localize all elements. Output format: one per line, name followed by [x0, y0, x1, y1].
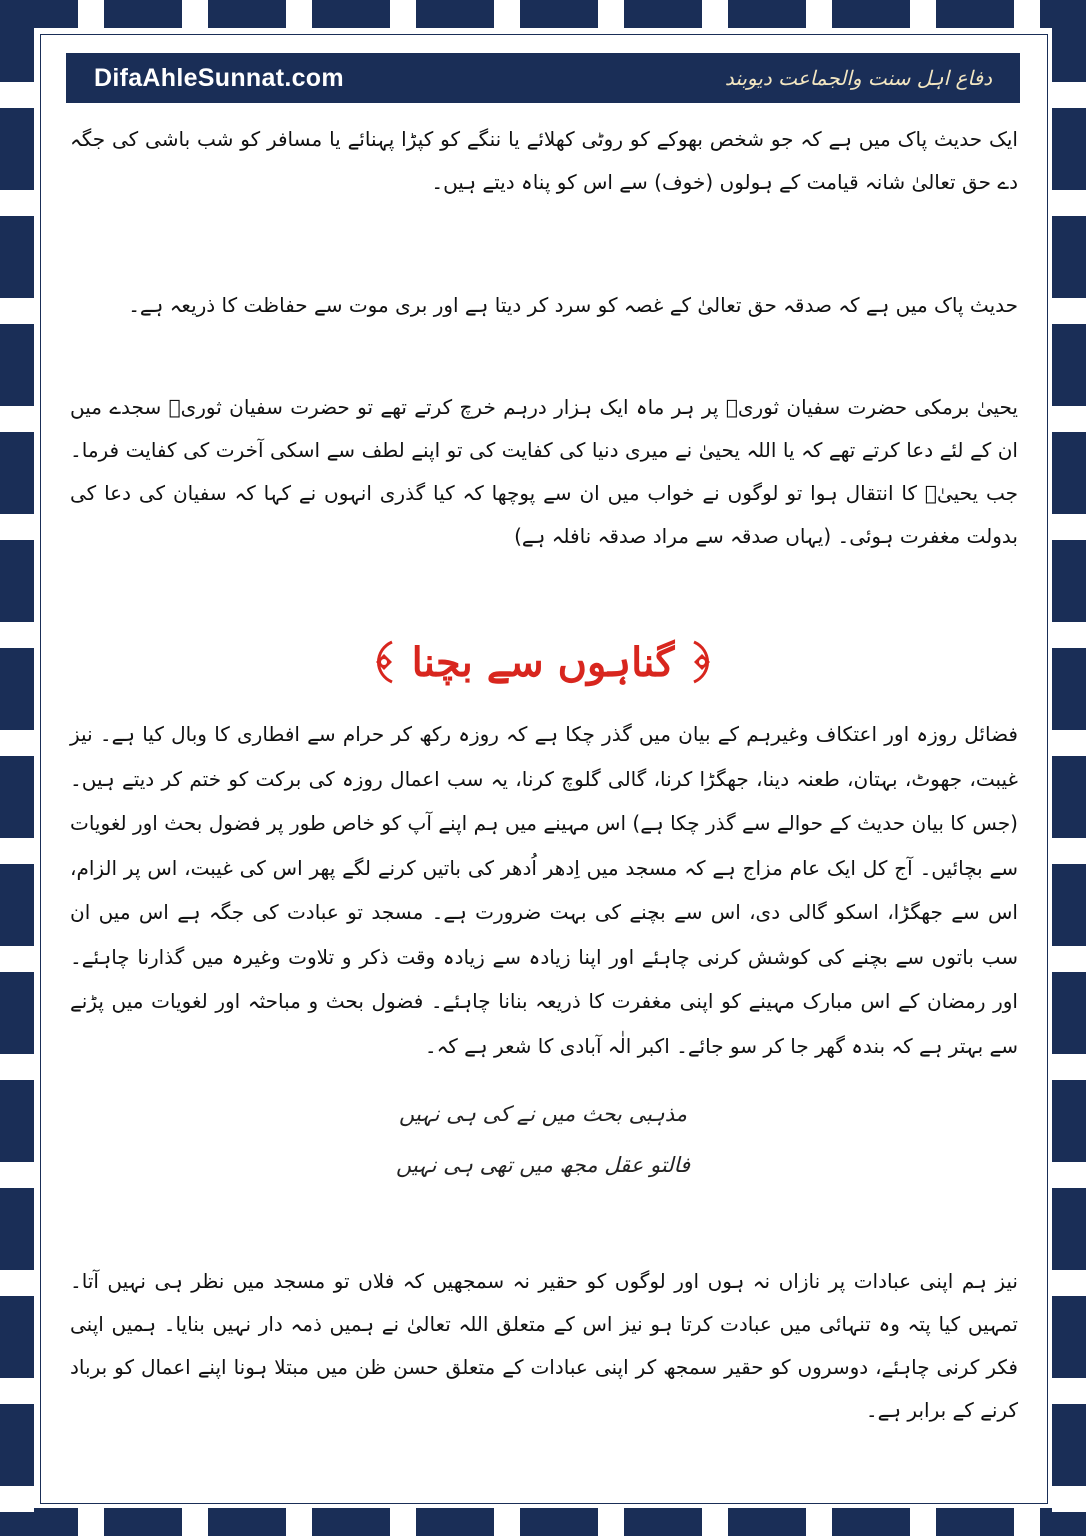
section-title: گناہوں سے بچنا [411, 638, 675, 686]
site-name[interactable]: DifaAhleSunnat.com [94, 63, 344, 92]
header-bar [66, 53, 1020, 103]
organization-name: دفاع اہل سنت والجماعت دیوبند [724, 66, 992, 90]
page-border-bottom [0, 1508, 1086, 1536]
paragraph-avoiding-sins: فضائل روزہ اور اعتکاف وغیرہم کے بیان میں گذر چکا ہے کہ روزہ رکھ کر حرام سے افطاری کا وبال کیا ہے۔ نیز غیبت، جھوٹ، بہتان، طعنہ دینا، جھگڑا کرنا، گالی گلوچ کرنا، یہ سب اعمال روزہ کی برکت کو ختم کر دیتے ہیں۔ (جس کا بیان حدیث کے حوالے سے گذر چکا ہے) اس مہینے میں ہم اپنے آپ کو خاص طور پر فضول بحث اور لغویات سے بچائیں۔ آج کل ایک عام مزاج ہے کہ مسجد میں اِدھر اُدھر کی باتیں کرنے لگے پھر اس کی غیبت، اس پر الزام، اس سے جھگڑا، اسکو گالی دی، اس سے بچنے کی بہت ضرورت ہے۔ مسجد تو عبادت کی جگہ ہے اس میں ان سب باتوں سے بچنے کی کوشش کرنی چاہئے اور اپنا زیادہ سے زیادہ وقت ذکر و تلاوت وغیرہ میں گذارنا چاہئے۔ اور رمضان کے اس مبارک مہینے کو اپنی مغفرت کا ذریعہ بنانا چاہئے۔ فضول بحث و مباحثہ اور لغویات میں پڑنے سے بہتر ہے کہ بندہ گھر جا کر سو جائے۔ اکبر الٰہ آبادی کا شعر ہے کہ۔ [70, 722, 1018, 1058]
ornament-right-icon [688, 640, 722, 684]
paragraph-hadith-charity: حدیث پاک میں ہے کہ صدقہ حق تعالیٰ کے غصہ کو سرد کر دیتا ہے اور بری موت سے حفاظت کا ذریعہ ہے۔ [128, 293, 1018, 317]
ornament-left-icon [364, 640, 398, 684]
page-border-top [0, 0, 1086, 28]
page-border-left [0, 0, 34, 1536]
verse-line-1: مذہبی بحث میں نے کی ہی نہیں [399, 1102, 687, 1126]
section-heading [0, 630, 1086, 694]
paragraph-humility: نیز ہم اپنی عبادات پر نازاں نہ ہوں اور لوگوں کو حقیر نہ سمجھیں کہ فلاں تو مسجد میں نظر ہی نہیں آتا۔ تمہیں کیا پتہ وہ تنہائی میں عبادت کرتا ہو نیز اس کے متعلق اللہ تعالیٰ نے ہمیں ذمہ دار نہیں بنایا۔ ہمیں اپنی فکر کرنی چاہئے، دوسروں کو حقیر سمجھ کر اپنی عبادات کے متعلق حسن ظن میں مبتلا ہونا اپنے اعمال کو برباد کرنے کے برابر ہے۔ [70, 1269, 1018, 1422]
verse-line-2: فالتو عقل مجھ میں تھی ہی نہیں [395, 1153, 691, 1177]
page-border-right [1052, 0, 1086, 1536]
paragraph-hadith-feeding: ایک حدیث پاک میں ہے کہ جو شخص بھوکے کو روٹی کھلائے یا ننگے کو کپڑا پہنائے یا مسافر کو شب باشی کی جگہ دے حق تعالیٰ شانہ قیامت کے ہولوں (خوف) سے اس کو پناہ دیتے ہیں۔ [70, 127, 1018, 194]
paragraph-yahya-barmaki: یحییٰ برمکی حضرت سفیان ثوریؒ پر ہر ماہ ایک ہزار درہم خرچ کرتے تھے تو حضرت سفیان ثوریؒ سجدے میں ان کے لئے دعا کرتے تھے کہ یا اللہ یحییٰ نے میری دنیا کی کفایت کی تو اپنے لطف سے اسکی آخرت کی کفایت فرما۔ جب یحییٰؒ کا انتقال ہوا تو لوگوں نے خواب میں ان سے پوچھا کہ کیا گذری انہوں نے کہا کہ سفیان کی دعا کی بدولت مغفرت ہوئی۔ (یہاں صدقہ سے مراد صدقہ نافلہ ہے) [70, 395, 1018, 548]
